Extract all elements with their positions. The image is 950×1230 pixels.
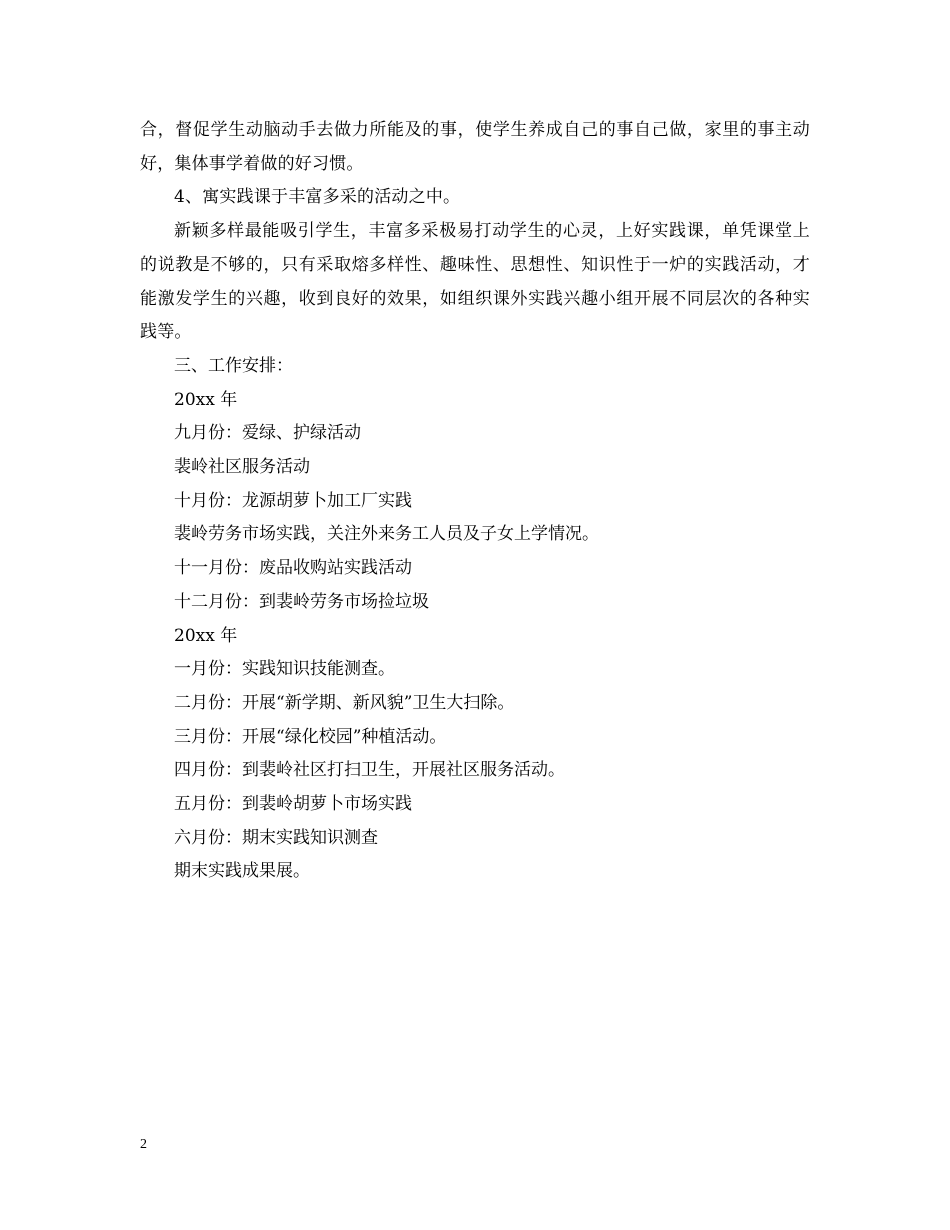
paragraph-activities: 新颖多样最能吸引学生，丰富多采极易打动学生的心灵，上好实践课，单凭课堂上的说教是不够的，只有采取熔多样性、趣味性、思想性、知识性于一炉的实践活动，才能激发学生的兴趣，收到良好的效果，如组织课外实践兴趣小组开展不同层次的各种实践等。 — [140, 221, 810, 343]
paragraph-continuation: 合，督促学生动脑动手去做力所能及的事，使学生养成自己的事自己做，家里的事主动好，集体事学着做的好习惯。 — [140, 120, 810, 174]
schedule-line: 九月份：爱绿、护绿活动 — [174, 423, 361, 444]
page-body — [140, 114, 810, 889]
schedule-line: 二月份：开展“新学期、新风貌”卫生大扫除。 — [174, 692, 515, 713]
schedule-line: 四月份：到裴岭社区打扫卫生，开展社区服务活动。 — [174, 760, 565, 781]
schedule-line: 十月份：龙源胡萝卜加工厂实践 — [174, 490, 412, 511]
schedule-year: 20xx 年 — [174, 389, 238, 410]
schedule-line: 六月份：期末实践知识测查 — [174, 827, 378, 848]
schedule-heading: 三、工作安排： — [174, 355, 293, 376]
schedule-line: 十二月份：到裴岭劳务市场捡垃圾 — [174, 591, 429, 612]
schedule-line: 裴岭劳务市场实践，关注外来务工人员及子女上学情况。 — [174, 524, 599, 545]
schedule-line: 三月份：开展“绿化校园”种植活动。 — [174, 726, 447, 747]
schedule-line: 裴岭社区服务活动 — [174, 457, 310, 478]
schedule-line: 五月份：到裴岭胡萝卜市场实践 — [174, 794, 412, 815]
section-item-heading: 4、寓实践课于丰富多采的活动之中。 — [174, 187, 461, 208]
page-number: 2 — [140, 1137, 147, 1152]
schedule-line: 十一月份：废品收购站实践活动 — [174, 558, 412, 579]
schedule-year: 20xx 年 — [174, 625, 238, 646]
schedule-line: 期末实践成果展。 — [174, 861, 310, 882]
schedule-line: 一月份：实践知识技能测查。 — [174, 659, 395, 680]
